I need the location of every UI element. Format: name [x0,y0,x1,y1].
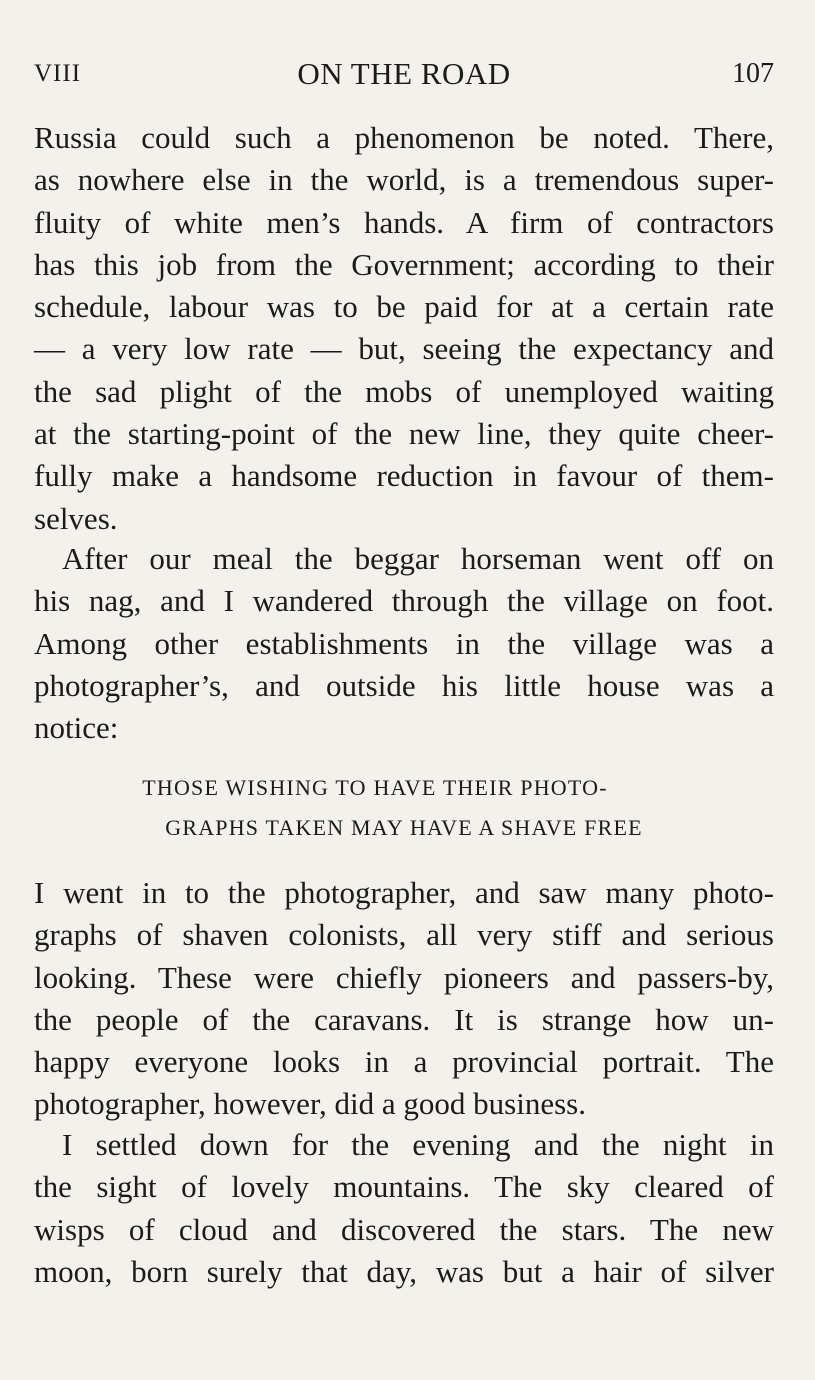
text-line: has this job from the Government; according to their [34,246,774,282]
paragraph-2 [34,538,774,749]
text-line: I settled down for the evening and the night in [62,1127,774,1162]
page-number: 107 [732,58,774,89]
text-line: fully make a handsome reduction in favour of them- [34,458,774,494]
text-line: the sight of lovely mountains. The sky cleared of [34,1169,774,1205]
text-line: looking. These were chiefly pioneers and passers-by, [34,959,774,995]
notice-line: GRAPHS TAKEN MAY HAVE A SHAVE FREE [165,815,643,840]
text-line: at the starting-point of the new line, they quite cheer- [34,416,774,452]
shop-notice [34,768,774,848]
text-line: the people of the caravans. It is strange how un- [34,1001,774,1037]
running-head [34,52,774,96]
text-line: After our meal the beggar horseman went off on [62,541,774,576]
chapter-number: VIII [34,60,82,87]
text-line: Among other establishments in the village was a [34,625,774,661]
text-line: graphs of shaven colonists, all very stiff and serious [34,917,774,953]
notice-line: THOSE WISHING TO HAVE THEIR PHOTO- [142,775,608,800]
text-line: fluity of white men’s hands. A firm of contractors [34,204,774,240]
text-line: Russia could such a phenomenon be noted. There, [34,120,774,155]
text-line: photographer’s, and outside his little house was a [34,667,774,703]
text-line: selves. [34,500,118,536]
text-line: photographer, however, did a good business. [34,1086,586,1122]
text-line: wisps of cloud and discovered the stars. The new [34,1211,774,1247]
running-title: ON THE ROAD [297,56,511,91]
text-line: the sad plight of the mobs of unemployed waiting [34,373,774,409]
text-line: as nowhere else in the world, is a tremendous super- [34,162,774,198]
text-line: I went in to the photographer, and saw many photo- [34,875,774,910]
text-line: notice: [34,710,119,746]
text-line: his nag, and I wandered through the village on foot. [34,583,774,619]
text-line: moon, born surely that day, was but a hair of silver [34,1253,774,1289]
paragraph-1 [34,117,774,540]
paragraph-3 [34,872,774,1126]
text-line: schedule, labour was to be paid for at a certain rate [34,289,774,325]
text-line: happy everyone looks in a provincial portrait. The [34,1044,774,1080]
text-line: — a very low rate — but, seeing the expectancy and [34,331,774,367]
paragraph-4 [34,1124,774,1293]
